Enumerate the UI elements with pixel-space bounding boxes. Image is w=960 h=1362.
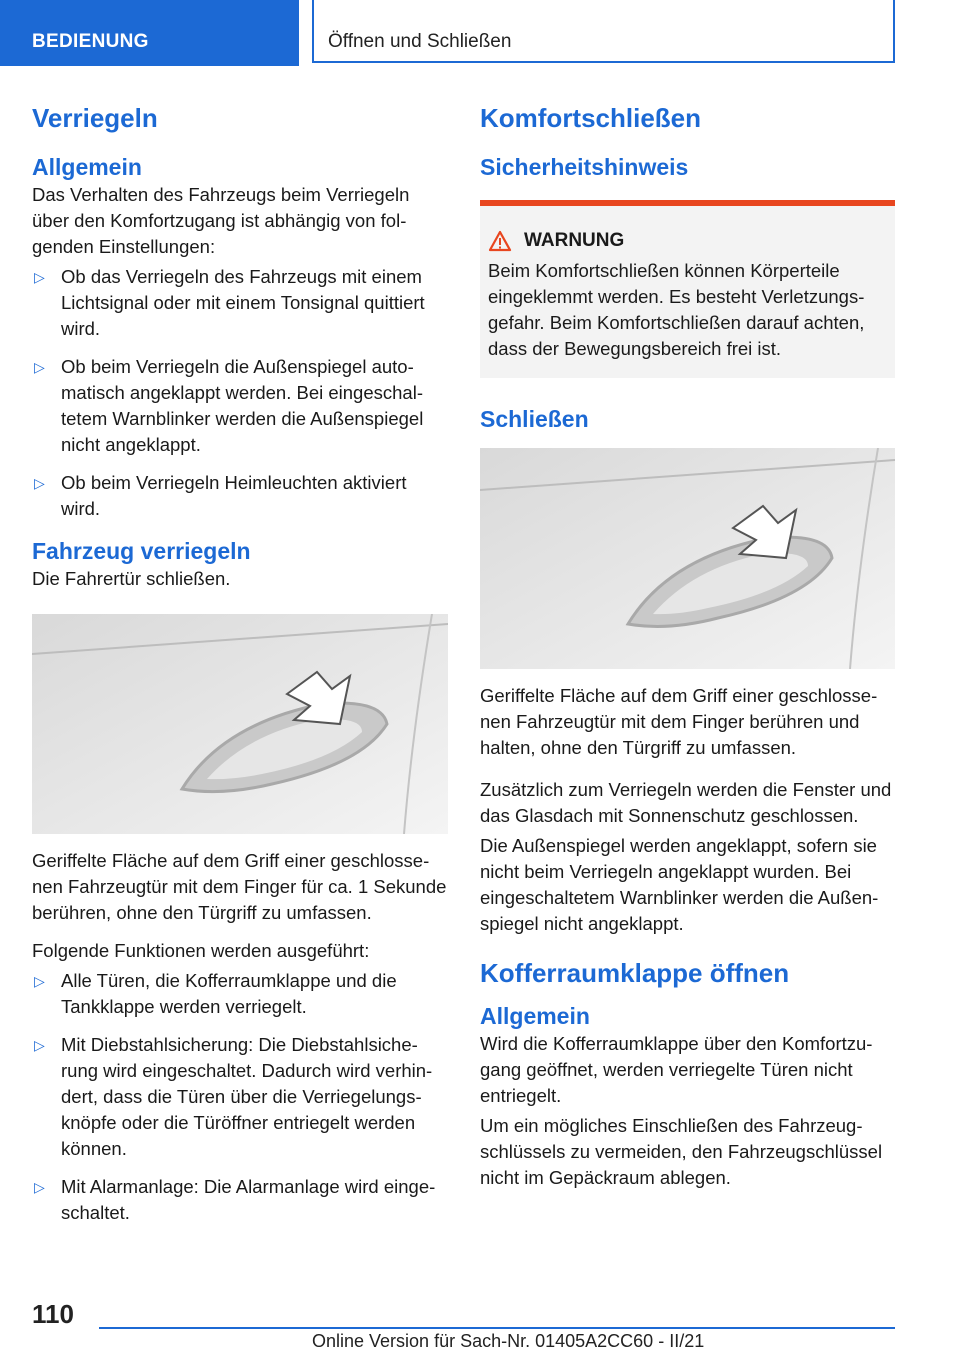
list-item: ▷ Ob beim Verriegeln Heimleuchten aktiviert wird. (34, 472, 407, 519)
warning-title: WARNUNG (488, 228, 887, 254)
triangle-bullet-icon: ▷ (34, 973, 45, 989)
warning-triangle-icon (488, 230, 512, 252)
list-item: ▷ Mit Diebstahlsicherung: Die Diebstahlsicherung wird eingeschaltet. Dadurch wird verhindert, dass die Türen über die Verriegelungsknöpfe oder die Türöffner entriegelt werden können. (34, 1034, 433, 1159)
heading-sicherheitshinweis: Sicherheitshinweis (480, 154, 689, 180)
close-caption: Geriffelte Fläche auf dem Griff einer geschlossenen Fahrzeugtür mit dem Finger berühren und halten, ohne den Türgriff zu umfassen. (480, 685, 878, 758)
heading-fahrzeug-verriegeln: Fahrzeug verriegeln (32, 538, 251, 564)
heading-verriegeln: Verriegeln (32, 103, 158, 133)
left-column (32, 100, 448, 1238)
right-column (480, 100, 895, 1191)
functions-list (32, 968, 448, 1226)
list-item: ▷ Mit Alarmanlage: Die Alarmanlage wird eingeschaltet. (34, 1176, 436, 1223)
trunk-paragraph-2: Um ein mögliches Einschließen des Fahrzeugschlüssels zu vermeiden, den Fahrzeugschlüssel nicht im Gepäckraum ablegen. (480, 1115, 883, 1188)
close-paragraph-2: Die Außenspiegel werden angeklappt, sofern sie nicht beim Verriegeln angeklappt wurden. Bei eingeschaltetem Warnblinker werden die Außenspiegel nicht angeklappt. (480, 835, 879, 934)
heading-kofferraumklappe-oeffnen: Kofferraumklappe öffnen (480, 958, 790, 988)
warning-box (480, 200, 895, 378)
settings-list (32, 264, 448, 522)
triangle-bullet-icon: ▷ (34, 475, 45, 491)
warning-text: Beim Komfortschließen können Körperteile eingeklemmt werden. Es besteht Verletzungsgefahr. Beim Komfortschließen darauf achten, dass der Bewegungsbereich frei ist. (488, 260, 865, 359)
triangle-bullet-icon: ▷ (34, 359, 45, 375)
footer-version-text: Online Version für Sach-Nr. 01405A2CC60 - II/21 (312, 1331, 705, 1351)
lock-caption: Geriffelte Fläche auf dem Griff einer geschlossenen Fahrzeugtür mit dem Finger für ca. 1 Sekunde berühren, ohne den Türgriff zu umfassen. (32, 850, 447, 923)
heading-allgemein: Allgemein (32, 154, 142, 180)
list-item: ▷ Alle Türen, die Kofferraumklappe und die Tankklappe werden verriegelt. (34, 970, 397, 1017)
door-handle-image (480, 448, 895, 669)
lock-paragraph: Die Fahrertür schließen. (32, 568, 231, 589)
door-handle-image (32, 614, 448, 834)
chapter-title: Öffnen und Schließen (312, 0, 895, 63)
list-item: ▷ Ob beim Verriegeln die Außenspiegel automatisch angeklappt werden. Bei eingeschaltetem Warnblinker werden die Außenspiegel nicht angeklappt. (34, 356, 424, 455)
heading-komfortschliessen: Komfortschließen (480, 103, 702, 133)
triangle-bullet-icon: ▷ (34, 1179, 45, 1195)
page-number: 110 (32, 1299, 74, 1329)
list-item: ▷ Ob das Verriegeln des Fahrzeugs mit einem Lichtsignal oder mit einem Tonsignal quittiert wird. (34, 266, 425, 339)
functions-paragraph: Folgende Funktionen werden ausgeführt: (32, 940, 370, 961)
triangle-bullet-icon: ▷ (34, 269, 45, 285)
trunk-paragraph-1: Wird die Kofferraumklappe über den Komfortzugang geöffnet, werden verriegelte Türen nicht entriegelt. (480, 1033, 873, 1106)
general-paragraph: Das Verhalten des Fahrzeugs beim Verriegeln über den Komfortzugang ist abhängig von folgenden Einstellungen: (32, 184, 410, 257)
triangle-bullet-icon: ▷ (34, 1037, 45, 1053)
heading-allgemein-2: Allgemein (480, 1003, 590, 1029)
footer-divider (99, 1327, 895, 1329)
heading-schliessen: Schließen (480, 406, 589, 432)
section-tab: BEDIENUNG (0, 0, 299, 66)
close-paragraph-1: Zusätzlich zum Verriegeln werden die Fenster und das Glasdach mit Sonnenschutz geschlossen. (480, 779, 892, 826)
